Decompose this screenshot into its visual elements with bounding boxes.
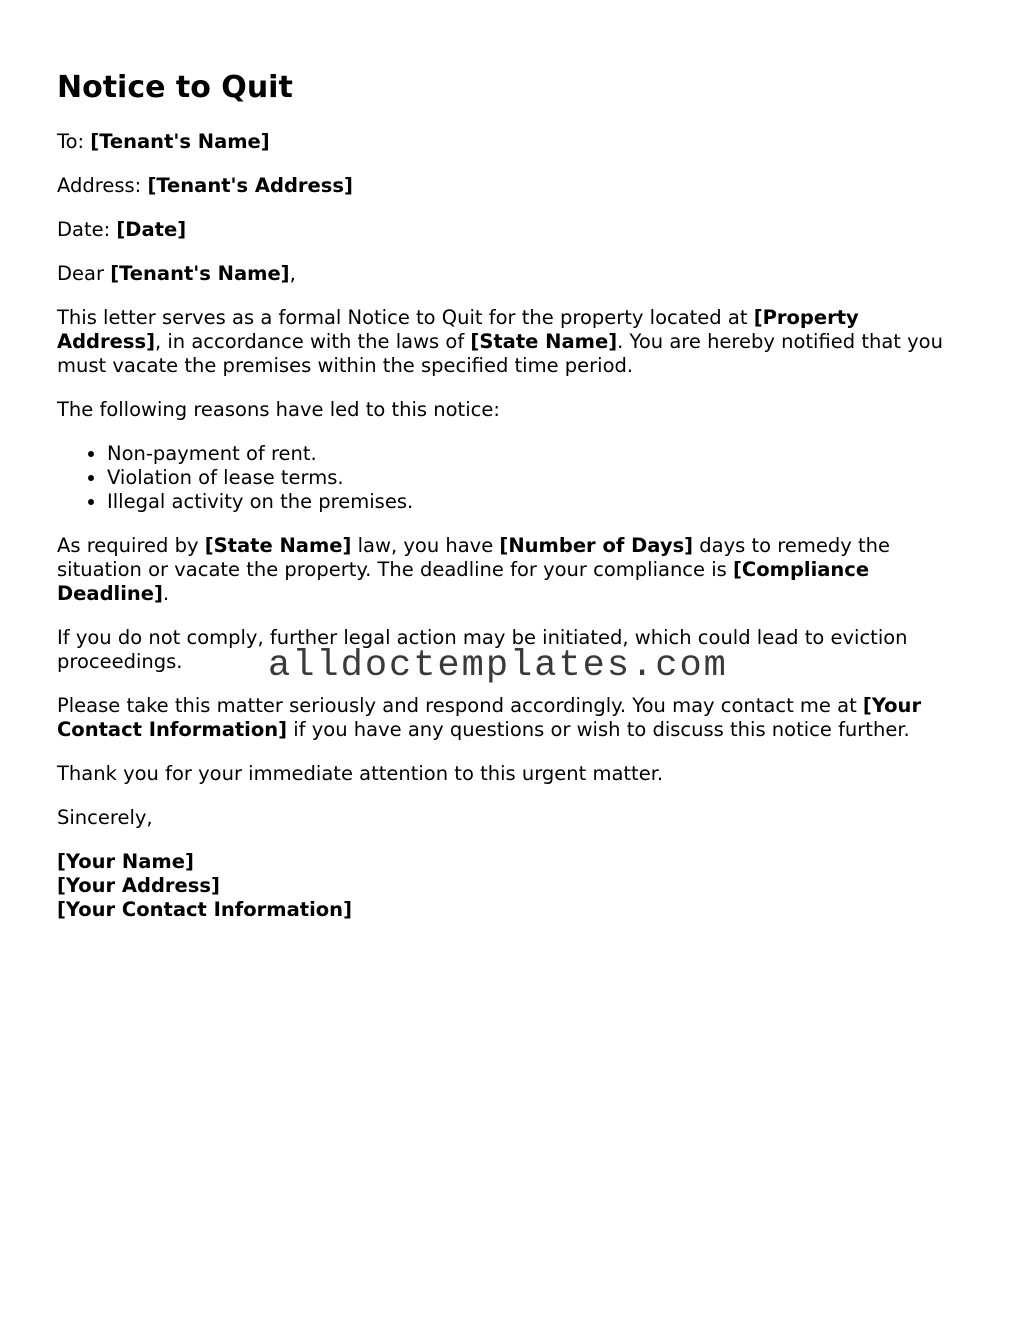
to-label: To: xyxy=(57,130,91,153)
document-page xyxy=(57,70,957,922)
paragraph-requirement xyxy=(57,534,957,606)
paragraph-text: law, you have xyxy=(351,534,500,557)
signature-name: [Your Name] xyxy=(57,850,194,873)
to-value: [Tenant's Name] xyxy=(90,130,270,153)
paragraph-text: . xyxy=(162,582,170,605)
signature-block xyxy=(57,850,957,922)
paragraph-text: Please take this matter seriously and respond accordingly. You may contact me at xyxy=(57,694,863,717)
closing: Sincerely, xyxy=(57,806,153,829)
paragraph-text: if you have any questions or wish to discuss this notice further. xyxy=(287,718,910,741)
reasons-list xyxy=(57,442,957,514)
salutation-suffix: , xyxy=(289,262,296,285)
to-line xyxy=(57,130,957,154)
property-address-placeholder: [Property Address] xyxy=(57,306,859,353)
watermark: alldoctemplates.com xyxy=(268,645,728,687)
address-label: Address: xyxy=(57,174,148,197)
paragraph-text: As required by xyxy=(57,534,205,557)
paragraph-text: days to remedy the situation or vacate the property. The deadline for your compliance is xyxy=(57,534,890,581)
paragraph-text: This letter serves as a formal Notice to Quit for the property located at xyxy=(57,306,754,329)
address-value: [Tenant's Address] xyxy=(147,174,353,197)
date-label: Date: xyxy=(57,218,117,241)
paragraph-notice xyxy=(57,306,957,378)
paragraph-text: , in accordance with the laws of xyxy=(154,330,471,353)
contact-info-placeholder: [Your Contact Information] xyxy=(57,694,922,741)
reasons-intro: The following reasons have led to this notice: xyxy=(57,398,500,421)
salutation-prefix: Dear xyxy=(57,262,111,285)
date-value: [Date] xyxy=(116,218,187,241)
paragraph-consequence: If you do not comply, further legal action may be initiated, which could lead to eviction proceedings. xyxy=(57,626,908,673)
signature-address: [Your Address] xyxy=(57,874,220,897)
paragraph-thanks: Thank you for your immediate attention to this urgent matter. xyxy=(57,762,664,785)
paragraph-contact xyxy=(57,694,957,742)
number-of-days-placeholder: [Number of Days] xyxy=(499,534,694,557)
address-line xyxy=(57,174,957,198)
list-item: • Illegal activity on the premises. xyxy=(107,490,957,514)
list-item: • Non-payment of rent. xyxy=(107,442,957,466)
page-title: Notice to Quit xyxy=(57,70,293,105)
paragraph-text: . You are hereby notified that you must vacate the premises within the specified time period. xyxy=(57,330,943,377)
compliance-deadline-placeholder: [Compliance Deadline] xyxy=(57,558,870,605)
salutation-name: [Tenant's Name] xyxy=(110,262,290,285)
state-name-placeholder: [State Name] xyxy=(470,330,618,353)
state-name-placeholder: [State Name] xyxy=(204,534,352,557)
list-item: • Violation of lease terms. xyxy=(107,466,957,490)
date-line xyxy=(57,218,957,242)
salutation xyxy=(57,262,957,286)
signature-contact: [Your Contact Information] xyxy=(57,898,352,921)
